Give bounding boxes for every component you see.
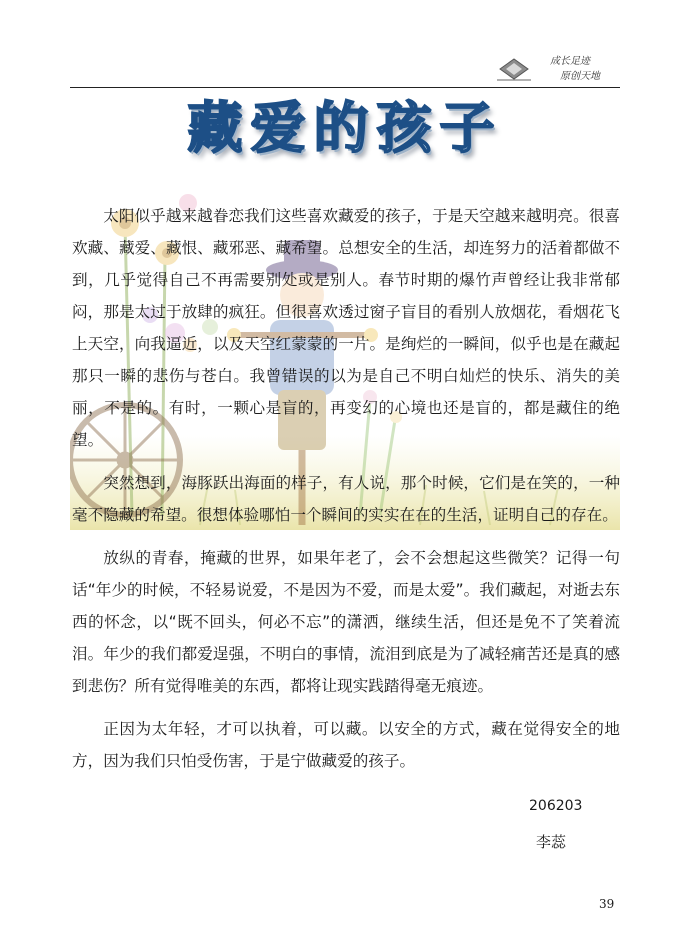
paragraph-1: 太阳似乎越来越眷恋我们这些喜欢藏爱的孩子，于是天空越来越明亮。很喜欢藏、藏爱、藏恨、藏邪恶、藏希望。总想安全的生活，却连努力的活着都做不到，几乎觉得自己不再需要别处或是别人。春节时期的爆竹声曾经让我非常郁闷，那是太过于放肆的疯狂。但很喜欢透过窗子盲目的看别人放烟花，看烟花飞上天空，向我逼近，以及天空红蒙蒙的一片。是绚烂的一瞬间，似乎也是在藏起那只一瞬的悲伤与苍白。我曾错误的以为是自己不明白灿烂的快乐、消失的美丽，不是的。有时，一颗心是盲的，再变幻的心境也还是盲的，都是藏住的绝望。	[72, 207, 620, 449]
header-motto-line1: 成长足迹	[550, 56, 590, 67]
header-logo-icon	[497, 57, 531, 81]
header-motto-line2: 原创天地	[560, 71, 600, 82]
header-motto	[546, 54, 626, 84]
page-number: 39	[599, 897, 615, 911]
paragraph-3: 放纵的青春，掩藏的世界，如果年老了，会不会想起这些微笑？记得一句话“年少的时候，不轻易说爱，不是因为不爱，而是太爱”。我们藏起，对逝去东西的怀念，以“既不回头，何必不忘”的潇洒，继续生活，但还是免不了笑着流泪。年少的我们都爱逞强，不明白的事情，流泪到底是为了减轻痛苦还是真的感到悲伤？所有觉得唯美的东西，都将让现实践踏得毫无痕迹。	[72, 549, 620, 695]
article-title: 藏爱的孩子	[187, 96, 503, 160]
author-name: 李蕊	[536, 833, 567, 851]
paragraph-4: 正因为太年轻，才可以执着，可以藏。以安全的方式，藏在觉得安全的地方，因为我们只怕受伤害，于是宁做藏爱的孩子。	[72, 720, 620, 770]
paragraph-2: 突然想到，海豚跃出海面的样子，有人说，那个时候，它们是在笑的，一种毫不隐藏的希望。很想体验哪怕一个瞬间的实实在在的生活，证明自己的存在。	[72, 474, 620, 524]
author-id: 206203	[529, 798, 583, 814]
article-body	[72, 200, 620, 788]
